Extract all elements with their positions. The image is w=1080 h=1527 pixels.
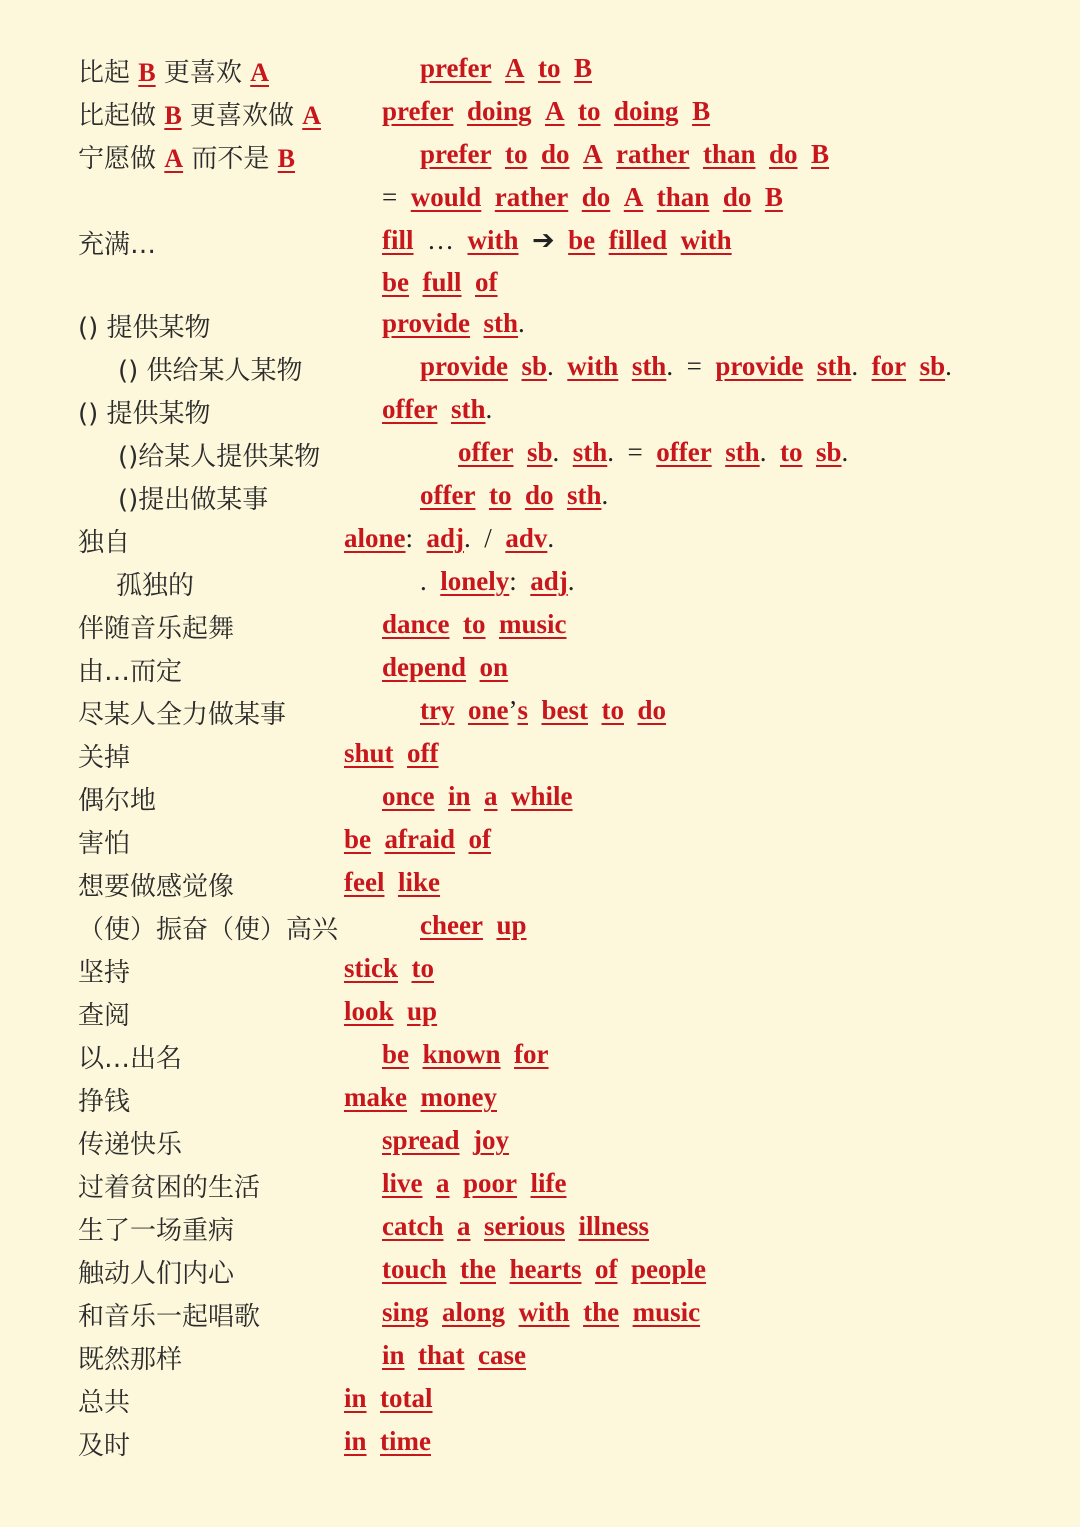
phrase-word: feel [344, 867, 385, 897]
phrase-word: serious [483, 1211, 565, 1241]
punctuation: … [427, 225, 454, 255]
phrase-word: illness [578, 1211, 650, 1241]
chinese-meaning: 生了一场重病 [78, 1216, 235, 1246]
phrase-word: make [344, 1082, 407, 1112]
phrase-word: rather [494, 182, 569, 212]
english-phrase [382, 1039, 549, 1070]
english-phrase [344, 953, 434, 984]
chinese-meaning: () 供给某人某物 [118, 356, 303, 386]
chinese-meaning: 挣钱 [78, 1087, 131, 1117]
chinese-meaning: 比起做 B 更喜欢做 A [78, 101, 322, 131]
phrase-word: doing [466, 96, 532, 126]
punctuation: . [547, 523, 555, 553]
phrase-word: stick [344, 953, 398, 983]
phrase-word: total [380, 1383, 433, 1413]
phrase-word: in [382, 1340, 405, 1370]
phrase-word: the [460, 1254, 497, 1284]
phrase-word: provide [715, 351, 804, 381]
phrase-word: case [478, 1340, 527, 1370]
english-phrase [382, 308, 538, 339]
chinese-meaning: 想要做感觉像 [78, 872, 235, 902]
phrase-word: A [545, 96, 565, 126]
english-phrase [344, 523, 568, 554]
phrase-word: doing [614, 96, 679, 126]
english-phrase [382, 394, 506, 425]
chinese-meaning: 及时 [78, 1431, 131, 1461]
phrase-word: sb [919, 351, 946, 381]
phrase-word: A [583, 139, 603, 169]
phrase-word: prefer [382, 96, 454, 126]
punctuation: . [567, 566, 575, 596]
punctuation: = [627, 437, 643, 467]
english-phrase [382, 1211, 649, 1242]
phrase-word: sth [566, 480, 602, 510]
phrase-word: do [540, 139, 570, 169]
chinese-meaning: 过着贫困的生活 [78, 1173, 261, 1203]
phrase-word: prefer [420, 139, 492, 169]
chinese-meaning: 孤独的 [116, 571, 195, 601]
english-phrase [420, 910, 527, 941]
phrase-word: sth [483, 308, 519, 338]
chinese-meaning: 总共 [78, 1388, 131, 1418]
english-phrase [420, 351, 965, 382]
phrase-word: hearts [509, 1254, 582, 1284]
punctuation: = [686, 351, 702, 381]
punctuation: . [851, 351, 859, 381]
phrase-word: adv [505, 523, 548, 553]
phrase-word: lonely [440, 566, 510, 596]
punctuation: / [484, 523, 492, 553]
phrase-word: filled [608, 225, 668, 255]
phrase-word: be [382, 267, 409, 297]
chinese-meaning: 独自 [78, 528, 131, 558]
phrase-word: cheer [420, 910, 483, 940]
phrase-word: money [420, 1082, 497, 1112]
phrase-word: to [537, 53, 561, 83]
phrase-word: joy [473, 1125, 510, 1155]
phrase-word: while [511, 781, 573, 811]
english-phrase [344, 824, 491, 855]
phrase-word: depend [382, 652, 467, 682]
chinese-meaning: ()给某人提供某物 [118, 442, 321, 472]
phrase-word: once [382, 781, 435, 811]
english-phrase [420, 480, 622, 511]
punctuation: ➔ [532, 225, 555, 255]
phrase-word: along [442, 1297, 506, 1327]
phrase-word: music [632, 1297, 701, 1327]
english-phrase [382, 96, 710, 127]
english-phrase [420, 53, 592, 84]
phrase-word: shut [344, 738, 394, 768]
phrase-word: offer [420, 480, 476, 510]
punctuation: . [552, 437, 560, 467]
chinese-meaning: () 提供某物 [78, 313, 211, 343]
english-phrase [382, 781, 573, 812]
english-phrase [382, 609, 567, 640]
punctuation: . [420, 566, 427, 596]
chinese-meaning: 尽某人全力做某事 [78, 700, 287, 730]
punctuation: ’ [508, 695, 518, 725]
chinese-meaning: 以…出名 [78, 1044, 183, 1074]
phrase-word: offer [458, 437, 514, 467]
chinese-meaning: ()提出做某事 [118, 485, 269, 515]
chinese-meaning: 和音乐一起唱歌 [78, 1302, 261, 1332]
phrase-word: sb [521, 351, 548, 381]
phrase-word: sth [816, 351, 852, 381]
phrase-word: in [344, 1426, 367, 1456]
phrase-word: be [568, 225, 596, 255]
phrase-word: B [811, 139, 830, 169]
phrase-word: would [410, 182, 482, 212]
phrase-word: offer [382, 394, 438, 424]
punctuation: : [509, 566, 517, 596]
english-phrase [344, 1082, 497, 1113]
phrase-word: sth [631, 351, 667, 381]
phrase-word: A [623, 182, 644, 212]
phrase-word: sb [815, 437, 842, 467]
punctuation: = [382, 182, 398, 212]
phrase-word: be [382, 1039, 409, 1069]
phrase-word: to [779, 437, 803, 467]
phrase-word: one [467, 695, 509, 725]
english-phrase [420, 566, 588, 597]
phrase-word: best [541, 695, 588, 725]
phrase-word: than [702, 139, 756, 169]
phrase-word: to [601, 695, 624, 725]
english-phrase [382, 225, 732, 256]
phrase-word: in [447, 781, 471, 811]
phrase-word: life [530, 1168, 567, 1198]
punctuation: . [518, 308, 525, 338]
english-phrase [382, 1254, 706, 1285]
phrase-word: time [380, 1426, 431, 1456]
phrase-word: with [518, 1297, 570, 1327]
phrase-word: B [573, 53, 592, 83]
phrase-word: that [418, 1340, 465, 1370]
phrase-word: sth [572, 437, 608, 467]
chinese-meaning: 坚持 [78, 958, 131, 988]
phrase-word: provide [420, 351, 509, 381]
phrase-word: catch [382, 1211, 444, 1241]
english-phrase [344, 996, 437, 1027]
english-phrase [382, 182, 783, 213]
phrase-word: B [764, 182, 783, 212]
phrase-word: prefer [420, 53, 492, 83]
phrase-word: sb [526, 437, 553, 467]
punctuation: . [841, 437, 849, 467]
phrase-word: full [422, 267, 462, 297]
phrase-word: for [871, 351, 907, 381]
phrase-word: a [456, 1211, 471, 1241]
phrase-word: spread [382, 1125, 460, 1155]
chinese-meaning: 偶尔地 [78, 786, 157, 816]
phrase-word: live [382, 1168, 423, 1198]
chinese-meaning: 触动人们内心 [78, 1259, 235, 1289]
chinese-meaning: 由…而定 [78, 657, 183, 687]
phrase-word: fill [382, 225, 414, 255]
phrase-word: up [407, 996, 438, 1026]
english-phrase [458, 437, 862, 468]
phrase-word: A [504, 53, 525, 83]
chinese-meaning: 传递快乐 [78, 1130, 183, 1160]
punctuation: . [945, 351, 952, 381]
phrase-word: to [504, 139, 528, 169]
phrase-word: afraid [384, 824, 455, 854]
phrase-word: with [567, 351, 619, 381]
phrase-word: poor [463, 1168, 517, 1198]
phrase-word: up [496, 910, 527, 940]
phrase-word: the [583, 1297, 620, 1327]
phrase-word: provide [382, 308, 471, 338]
phrase-word: with [467, 225, 519, 255]
phrase-word: in [344, 1383, 367, 1413]
phrase-word: look [344, 996, 394, 1026]
phrase-word: to [578, 96, 601, 126]
phrase-word: do [637, 695, 667, 725]
english-phrase [382, 1340, 526, 1371]
phrase-word: sth [725, 437, 760, 467]
chinese-meaning: 宁愿做 A 而不是 B [78, 144, 296, 174]
phrase-word: with [680, 225, 732, 255]
chinese-meaning: 害怕 [78, 829, 131, 859]
english-phrase [344, 1426, 431, 1457]
english-phrase [382, 652, 508, 683]
phrase-word: touch [382, 1254, 447, 1284]
phrase-word: B [692, 96, 711, 126]
english-phrase [344, 738, 439, 769]
phrase-word: dance [382, 609, 450, 639]
phrase-word: do [524, 480, 554, 510]
phrase-word: a [436, 1168, 450, 1198]
chinese-meaning: () 提供某物 [78, 399, 211, 429]
chinese-meaning: 关掉 [78, 743, 131, 773]
english-phrase [344, 867, 440, 898]
english-phrase [382, 1168, 566, 1199]
phrase-word: sing [382, 1297, 429, 1327]
punctuation: . [666, 351, 674, 381]
phrase-word: to [488, 480, 512, 510]
punctuation: . [547, 351, 554, 381]
chinese-meaning: 伴随音乐起舞 [78, 614, 235, 644]
english-phrase [382, 1297, 700, 1328]
phrase-word: of [595, 1254, 618, 1284]
chinese-meaning: （使）振奋（使）高兴 [78, 915, 339, 945]
phrase-word: rather [616, 139, 690, 169]
chinese-meaning: 充满… [78, 230, 157, 260]
phrase-word: do [722, 182, 752, 212]
phrase-word: do [581, 182, 611, 212]
phrase-word: s [517, 695, 528, 725]
phrase-word: to [411, 953, 434, 983]
phrase-word: people [631, 1254, 707, 1284]
english-phrase [420, 695, 666, 726]
phrase-word: adj [530, 566, 568, 596]
phrase-word: known [422, 1039, 501, 1069]
punctuation: : [405, 523, 414, 553]
punctuation: . [601, 480, 609, 510]
phrase-word: offer [656, 437, 712, 467]
punctuation: . [607, 437, 614, 467]
phrase-word: on [479, 652, 509, 682]
english-phrase [344, 1383, 433, 1414]
phrase-word: of [468, 824, 491, 854]
chinese-meaning: 查阅 [78, 1001, 131, 1031]
english-phrase [420, 139, 829, 170]
phrase-word: try [420, 695, 455, 725]
phrase-word: than [656, 182, 710, 212]
english-phrase [382, 1125, 509, 1156]
chinese-meaning: 既然那样 [78, 1345, 183, 1375]
phrase-word: alone [344, 523, 406, 553]
phrase-word: sth [450, 394, 486, 424]
phrase-word: of [475, 267, 498, 297]
phrase-word: do [769, 139, 798, 169]
phrase-word: a [484, 781, 498, 811]
punctuation: . [759, 437, 767, 467]
punctuation: . [464, 523, 471, 553]
phrase-word: be [344, 824, 371, 854]
phrase-word: music [499, 609, 567, 639]
english-phrase [382, 267, 498, 298]
phrase-word: for [514, 1039, 549, 1069]
chinese-meaning: 比起 B 更喜欢 A [78, 58, 269, 88]
phrase-word: adj [426, 523, 465, 553]
punctuation: . [485, 394, 493, 424]
phrase-word: like [397, 867, 440, 897]
phrase-word: off [407, 738, 439, 768]
phrase-word: to [463, 609, 486, 639]
